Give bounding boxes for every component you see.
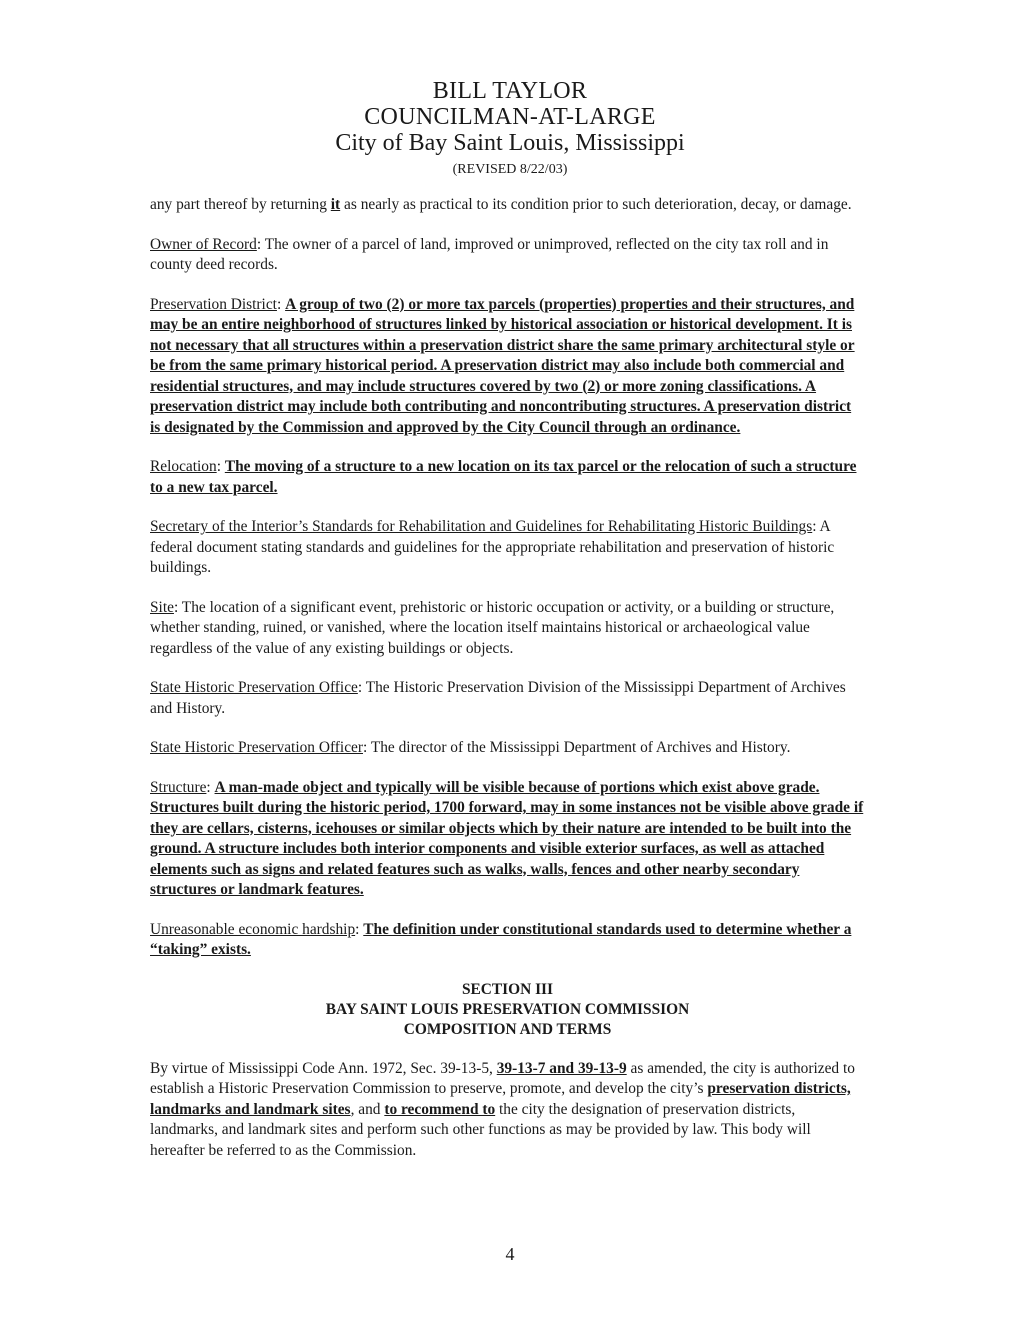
- term-structure: Structure: [150, 778, 207, 796]
- definition-text: : The Historic Preservation Division of the Mississippi Department of Archives and History.: [150, 679, 846, 717]
- section-heading: [150, 980, 865, 1040]
- paragraph-virtue: [150, 1059, 865, 1162]
- header-revised: (REVISED 8/22/03): [452, 162, 568, 177]
- separator: :: [355, 920, 364, 938]
- header-name: BILL TAYLOR: [432, 78, 588, 104]
- term-owner-of-record: Owner of Record: [150, 235, 257, 253]
- definition-text: A group of two (2) or more tax parcels (properties) properties and their structures, and may be an entire neighborhood of structures linked by historical association or historical development. It is not necessary that all structures within a preservation district share the same primary architectural style or be from the same primary historical period. A preservation district may also include both commercial and residential structures, and may include structures covered by two (2) or more zoning classifications. A preservation district may include both contributing and noncontributing structures. A preservation district is designated by the Commission and approved by the City Council through an ordinance.: [150, 295, 855, 436]
- virtue-text-3: , and: [350, 1100, 385, 1118]
- term-shpo-officer: State Historic Preservation Officer: [150, 739, 363, 756]
- definition-text: The moving of a structure to a new location on its tax parcel or the relocation of such a structure to a new tax parcel.: [150, 458, 857, 496]
- page-number: 4: [505, 1244, 515, 1264]
- definition-secretary-standards: [150, 517, 865, 579]
- term-preservation-district: Preservation District: [150, 295, 277, 313]
- section-subtitle: COMPOSITION AND TERMS: [403, 1020, 612, 1038]
- section-number: SECTION III: [461, 980, 554, 998]
- definition-text: A man-made object and typically will be visible because of portions which exist above grade. Structures built during the historic period, 1700 forward, may in some instances not be visible above grade if they are cellars, cisterns, icehouses or similar objects which by their nature are intended to be built into the ground. A structure includes both interior components and visible exterior surfaces, as well as attached elements such as signs and related features such as walks, walls, fences and other nearby secondary structures or landmark features.: [150, 778, 864, 898]
- definition-preservation-district: [150, 295, 865, 439]
- definition-text: The definition under constitutional standards used to determine whether a “taking” exists.: [150, 920, 852, 958]
- definition-relocation: [150, 457, 865, 498]
- definition-shpo: [150, 678, 865, 719]
- term-hardship: Unreasonable economic hardship: [150, 920, 356, 938]
- virtue-bold-2: preservation districts, landmarks and landmark sites: [150, 1080, 851, 1118]
- virtue-text-2: as amended, the city is authorized to establish a Historic Preservation Commission to preserve, promote, and develop the city’s: [150, 1059, 855, 1097]
- section-title: BAY SAINT LOUIS PRESERVATION COMMISSION: [325, 1000, 690, 1018]
- definition-site: [150, 598, 865, 660]
- header-title: COUNCILMAN-AT-LARGE: [364, 104, 656, 130]
- definition-structure: [150, 778, 865, 901]
- virtue-bold-3: to recommend to: [384, 1100, 496, 1118]
- definition-text: : The location of a significant event, prehistoric or historic occupation or activity, or a building or structure, whether standing, ruined, or vanished, where the location itself maintains historical or archaeological value regardless of the value of any existing buildings or objects.: [150, 598, 835, 657]
- term-relocation: Relocation: [150, 458, 217, 475]
- intro-text-2: as nearly as practical to its condition prior to such deterioration, decay, or damage.: [340, 196, 852, 213]
- virtue-text-1: By virtue of Mississippi Code Ann. 1972, Sec. 39-13-5,: [150, 1059, 497, 1077]
- separator: :: [206, 778, 215, 796]
- term-site: Site: [150, 598, 174, 616]
- definition-shpo-officer: [150, 738, 865, 759]
- virtue-bold-1: 39-13-7 and 39-13-9: [496, 1059, 627, 1077]
- paragraph-intro: [150, 195, 865, 216]
- term-shpo: State Historic Preservation Office: [150, 679, 358, 696]
- intro-text-1: any part thereof by returning: [150, 196, 331, 213]
- separator: :: [216, 458, 225, 475]
- definition-text: : The owner of a parcel of land, improved or unimproved, reflected on the city tax roll and in county deed records.: [150, 235, 829, 273]
- header-city: City of Bay Saint Louis, Mississippi: [335, 130, 685, 156]
- separator: :: [276, 295, 286, 313]
- virtue-text-4: the city the designation of preservation districts, landmarks, and landmark sites and perform such other functions as may be provided by law. This body will hereafter be referred to as the Commission.: [150, 1100, 811, 1159]
- definition-text: : The director of the Mississippi Department of Archives and History.: [362, 739, 791, 756]
- document-body: [150, 195, 865, 1180]
- definition-owner-of-record: [150, 235, 865, 276]
- intro-text-it: it: [330, 196, 341, 213]
- document-header: [0, 78, 1020, 180]
- term-secretary-standards: Secretary of the Interior’s Standards for Rehabilitation and Guidelines for Rehabilitating Historic Buildings: [150, 518, 813, 535]
- definition-text: : A federal document stating standards and guidelines for the appropriate rehabilitation and preservation of historic buildings.: [150, 518, 835, 576]
- definition-hardship: [150, 920, 865, 961]
